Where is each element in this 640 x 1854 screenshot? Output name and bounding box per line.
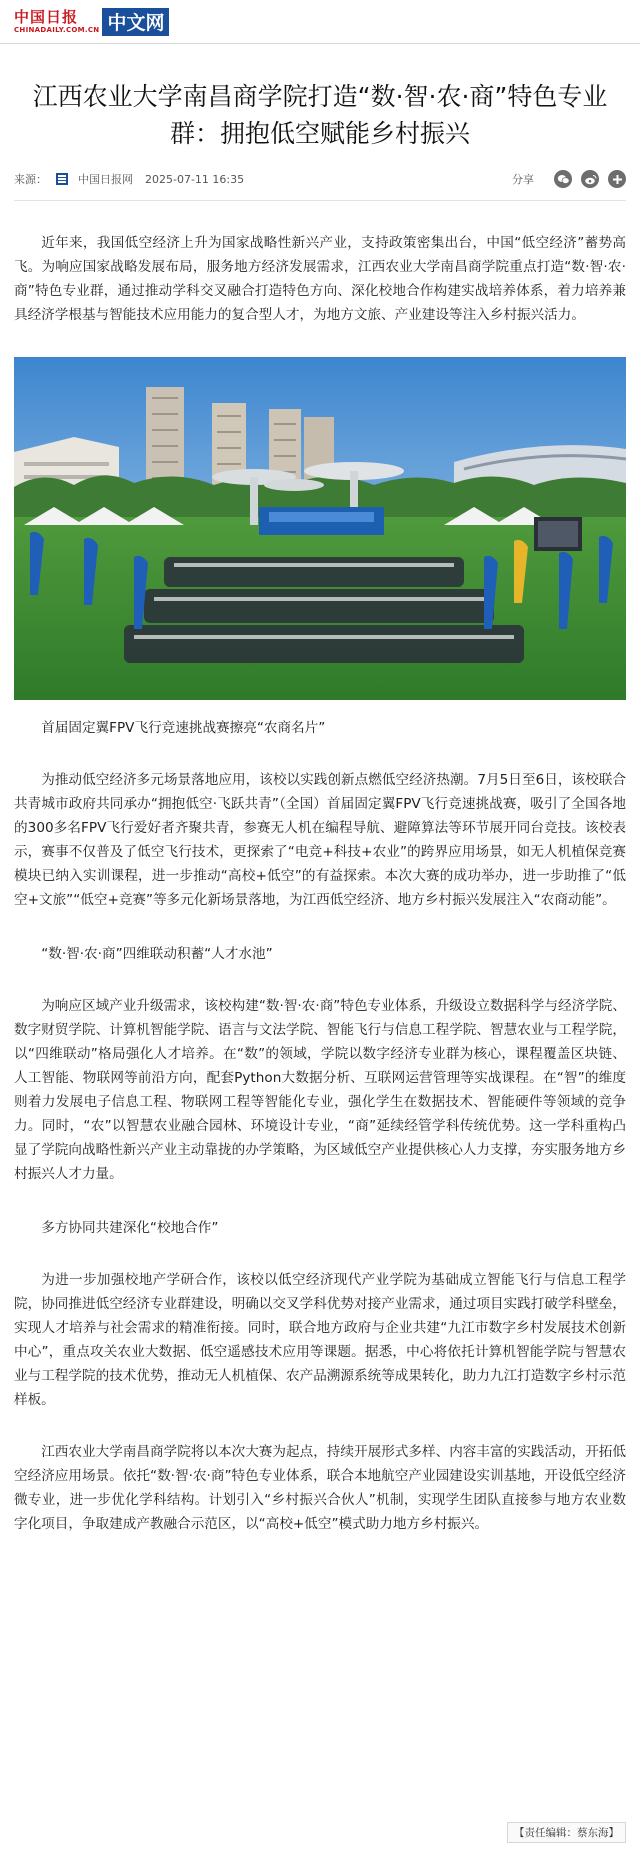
source-logo-icon bbox=[55, 172, 69, 186]
paragraph-four-dimensions: 为响应区域产业升级需求，该校构建“数·智·农·商”特色专业体系，升级设立数据科学与经济学院、数字财贸学院、计算机智能学院、语言与文法学院、智能飞行与信息工程学院、智慧农业与工程学院，以“四维联动”格局强化人才培养。在“数”的领域，学院以数字经济专业群为核心，课程覆盖区块链、人工智能、物联网等前沿方向，配套Python大数据分析、互联网运营管理等实战课程。在“智”的维度则着力发展电子信息工程、物联网工程等智能化专业，强化学生在数据技术、智能硬件等领域的竞争力。同时，“农”以智慧农业融合园林、环境设计专业，“商”延续经管学科传统优势。这一学科重构凸显了学院向战略性新兴产业主动靠拢的办学策略，为区域低空产业提供核心人力支撑，夯实服务地方乡村振兴人才力量。 bbox=[14, 998, 626, 1182]
site-logo[interactable] bbox=[14, 7, 169, 37]
section-heading-fpv-race: 首届固定翼FPV飞行竞速挑战赛擦亮“农商名片” bbox=[41, 720, 326, 736]
article-body bbox=[0, 231, 640, 1536]
weibo-icon[interactable] bbox=[581, 170, 599, 188]
publish-date: 2025-07-11 16:35 bbox=[145, 172, 245, 186]
source-name: 中国日报网 bbox=[78, 173, 133, 186]
more-share-icon[interactable] bbox=[608, 170, 626, 188]
editor-close: 】 bbox=[608, 1827, 619, 1839]
site-header bbox=[0, 0, 640, 44]
logo-box-chinese-site: 中文网 bbox=[102, 8, 169, 36]
editor-label: 【责任编辑： bbox=[514, 1827, 577, 1839]
logo-chinese: 中国日报 bbox=[14, 7, 79, 26]
event-photo bbox=[14, 357, 626, 700]
article-title: 江西农业大学南昌商学院打造“数·智·农·商”特色专业群：拥抱低空赋能乡村振兴 bbox=[32, 82, 608, 148]
editor-name: 蔡东海 bbox=[577, 1827, 609, 1839]
paragraph-school-local-cooperation: 为进一步加强校地产学研合作，该校以低空经济现代产业学院为基础成立智能飞行与信息工程学院，协同推进低空经济专业群建设，明确以交叉学科优势对接产业需求，通过项目实践打破学科壁垒，实现人才培养与社会需求的精准衔接。同时，联合地方政府与企业共建“九江市数字乡村发展技术创新中心”，重点攻关农业大数据、低空遥感技术应用等课题。据悉，中心将依托计算机智能学院与智慧农业与工程学院的技术优势，推动无人机植保、农产品溯源系统等成果转化，助力九江打造数字乡村示范样板。 bbox=[14, 1272, 626, 1408]
meta-divider bbox=[14, 200, 626, 201]
source-label: 来源： bbox=[14, 173, 47, 186]
paragraph-intro: 近年来，我国低空经济上升为国家战略性新兴产业，支持政策密集出台，中国“低空经济”蓄势高飞。为响应国家战略发展布局，服务地方经济发展需求，江西农业大学南昌商学院重点打造“数·智·农·商”特色专业群，通过推动学科交叉融合打造特色方向、深化校地合作构建实战培养体系，着力培养兼具经济学根基与智能技术应用能力的复合型人才，为地方文旅、产业建设等注入乡村振兴活力。 bbox=[14, 235, 626, 323]
logo-english: CHINADAILY.COM.CN bbox=[14, 25, 100, 34]
section-heading-four-dimensions: “数·智·农·商”四维联动积蓄“人才水池” bbox=[41, 946, 273, 962]
paragraph-fpv-race: 为推动低空经济多元场景落地应用，该校以实践创新点燃低空经济热潮。7月5日至6日，该校联合共青城市政府共同承办“拥抱低空·飞跃共青”（全国）首届固定翼FPV飞行竞速挑战赛，吸引了全国各地的300多名FPV飞行爱好者齐聚共青，参赛无人机在编程导航、避障算法等环节展开同台竞技。该校表示，赛事不仅普及了低空飞行技术，更探索了“电竞+科技+农业”的跨界应用场景，如无人机植保竞赛模块已纳入实训课程，进一步推动“高校+低空”的有益探索。本次大赛的成功举办，进一步助推了“低空+文旅”“低空+竞赛”等多元化新场景落地，为江西低空经济、地方乡村振兴发展注入“农商动能”。 bbox=[14, 772, 626, 908]
wechat-icon[interactable] bbox=[554, 170, 572, 188]
article-meta bbox=[14, 166, 626, 192]
share-label: 分享 bbox=[512, 173, 534, 186]
paragraph-conclusion: 江西农业大学南昌商学院将以本次大赛为起点，持续开展形式多样、内容丰富的实践活动，开拓低空经济应用场景。依托“数·智·农·商”特色专业体系，联合本地航空产业园建设实训基地，开设低空经济微专业，进一步优化学科结构。计划引入“乡村振兴合伙人”机制，实现学生团队直接参与地方农业数字化项目，争取建成产教融合示范区，以“高校+低空”模式助力地方乡村振兴。 bbox=[14, 1444, 626, 1532]
logo-wordmark bbox=[14, 7, 100, 34]
section-heading-school-local-cooperation: 多方协同共建深化“校地合作” bbox=[41, 1220, 219, 1236]
responsible-editor bbox=[507, 1822, 626, 1843]
